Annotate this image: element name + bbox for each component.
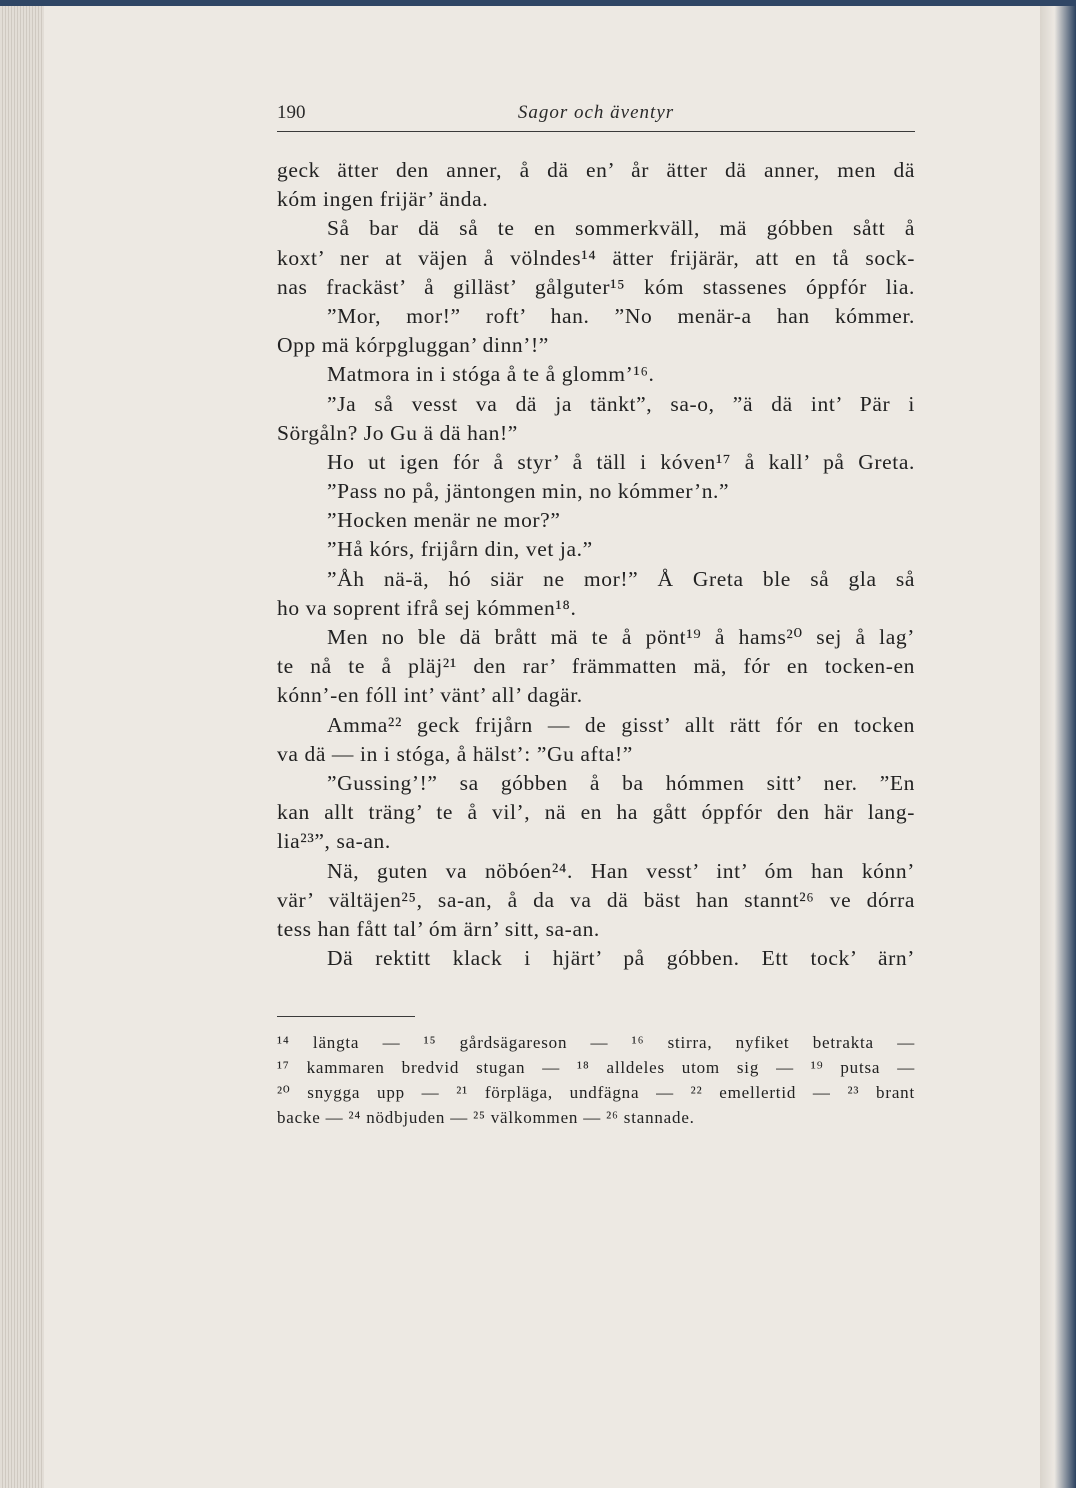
text-line: Opp mä kórpgluggan’ dinn’!” [277, 333, 549, 358]
text-line: Ho ut igen fór å styr’ å täll i kóven¹⁷ å kall’ på Greta. [327, 449, 915, 474]
text-line: ”Pass no på, jäntongen min, no kómmer’n.” [327, 479, 730, 504]
text-line: Dä rektitt klack i hjärt’ på góbben. Ett tock’ ärn’ [327, 946, 915, 971]
text-line: Men no ble dä brått mä te å pönt¹⁹ å hams²⁰ sej å lag’ [327, 625, 915, 649]
text-line: kónn’-en fóll int’ vänt’ all’ dagär. [277, 683, 583, 708]
text-line: geck ätter den anner, å dä en’ år ätter dä anner, men dä [277, 158, 915, 182]
footnote-line: ¹⁴ längta — ¹⁵ gårdsägareson — ¹⁶ stirra, nyfiket betrakta — [277, 1033, 915, 1052]
footnote-line: ¹⁷ kammaren bredvid stugan — ¹⁸ alldeles utom sig — ¹⁹ putsa — [277, 1058, 915, 1077]
text-line: ”Gussing’!” sa góbben å ba hómmen sitt’ ner. ”En [327, 770, 915, 795]
text-line: koxt’ ner at väjen å völndes¹⁴ ätter frijärär, att en tå sock- [277, 245, 915, 270]
body-text [277, 156, 915, 973]
footnote-line: ²⁰ snygga upp — ²¹ förpläga, undfägna — ²² emellertid — ²³ brant [277, 1083, 915, 1102]
header-rule [277, 131, 915, 132]
page-number: 190 [277, 102, 306, 123]
page-header [277, 102, 915, 130]
footnote-rule [277, 1016, 415, 1017]
text-line: ”Ja så vesst va dä ja tänkt”, sa-o, ”ä dä int’ Pär i [327, 391, 915, 416]
text-line: tess han fått tal’ óm ärn’ sitt, sa-an. [277, 916, 600, 941]
footnotes [277, 1030, 915, 1130]
text-line: ”Mor, mor!” roft’ han. ”No menär-a han kómmer. [327, 303, 915, 328]
text-line: te nå te å pläj²¹ den rar’ främmatten mä, fór en tocken-en [277, 654, 915, 679]
text-line: ”Åh nä-ä, hó siär ne mor!” Å Greta ble så gla så [327, 566, 915, 591]
text-line: kóm ingen frijär’ ända. [277, 187, 489, 212]
book-spine-edge [1040, 6, 1076, 1488]
running-title: Sagor och äventyr [517, 102, 675, 123]
page-stack-edge [0, 6, 44, 1488]
text-line: ”Hocken menär ne mor?” [327, 508, 561, 533]
text-line: Nä, guten va nöbóen²⁴. Han vesst’ int’ óm han kónn’ [327, 858, 915, 883]
text-line: ”Hå kórs, frijårn din, vet ja.” [327, 537, 593, 562]
footnote-line: backe — ²⁴ nödbjuden — ²⁵ välkommen — ²⁶ stannade. [277, 1108, 695, 1127]
text-line: ho va soprent ifrå sej kómmen¹⁸. [277, 595, 577, 620]
text-line: Amma²² geck frijårn — de gisst’ allt rätt fór en tocken [327, 712, 915, 737]
text-line: va dä — in i stóga, å hälst’: ”Gu afta!” [277, 741, 633, 766]
text-line: nas frackäst’ å gilläst’ gålguter¹⁵ kóm stassenes óppfór lia. [277, 274, 915, 299]
text-line: kan allt träng’ te å vil’, nä en ha gått óppfór den här lang- [277, 800, 915, 825]
text-line: Så bar dä så te en sommerkväll, mä góbben sått å [327, 216, 915, 241]
text-line: lia²³”, sa-an. [277, 829, 391, 854]
text-line: Sörgåln? Jo Gu ä dä han!” [277, 420, 518, 445]
text-line: Matmora in i stóga å te å glomm’¹⁶. [327, 362, 655, 387]
text-line: vär’ vältäjen²⁵, sa-an, å da va dä bäst han stannt²⁶ ve dórra [277, 887, 915, 912]
